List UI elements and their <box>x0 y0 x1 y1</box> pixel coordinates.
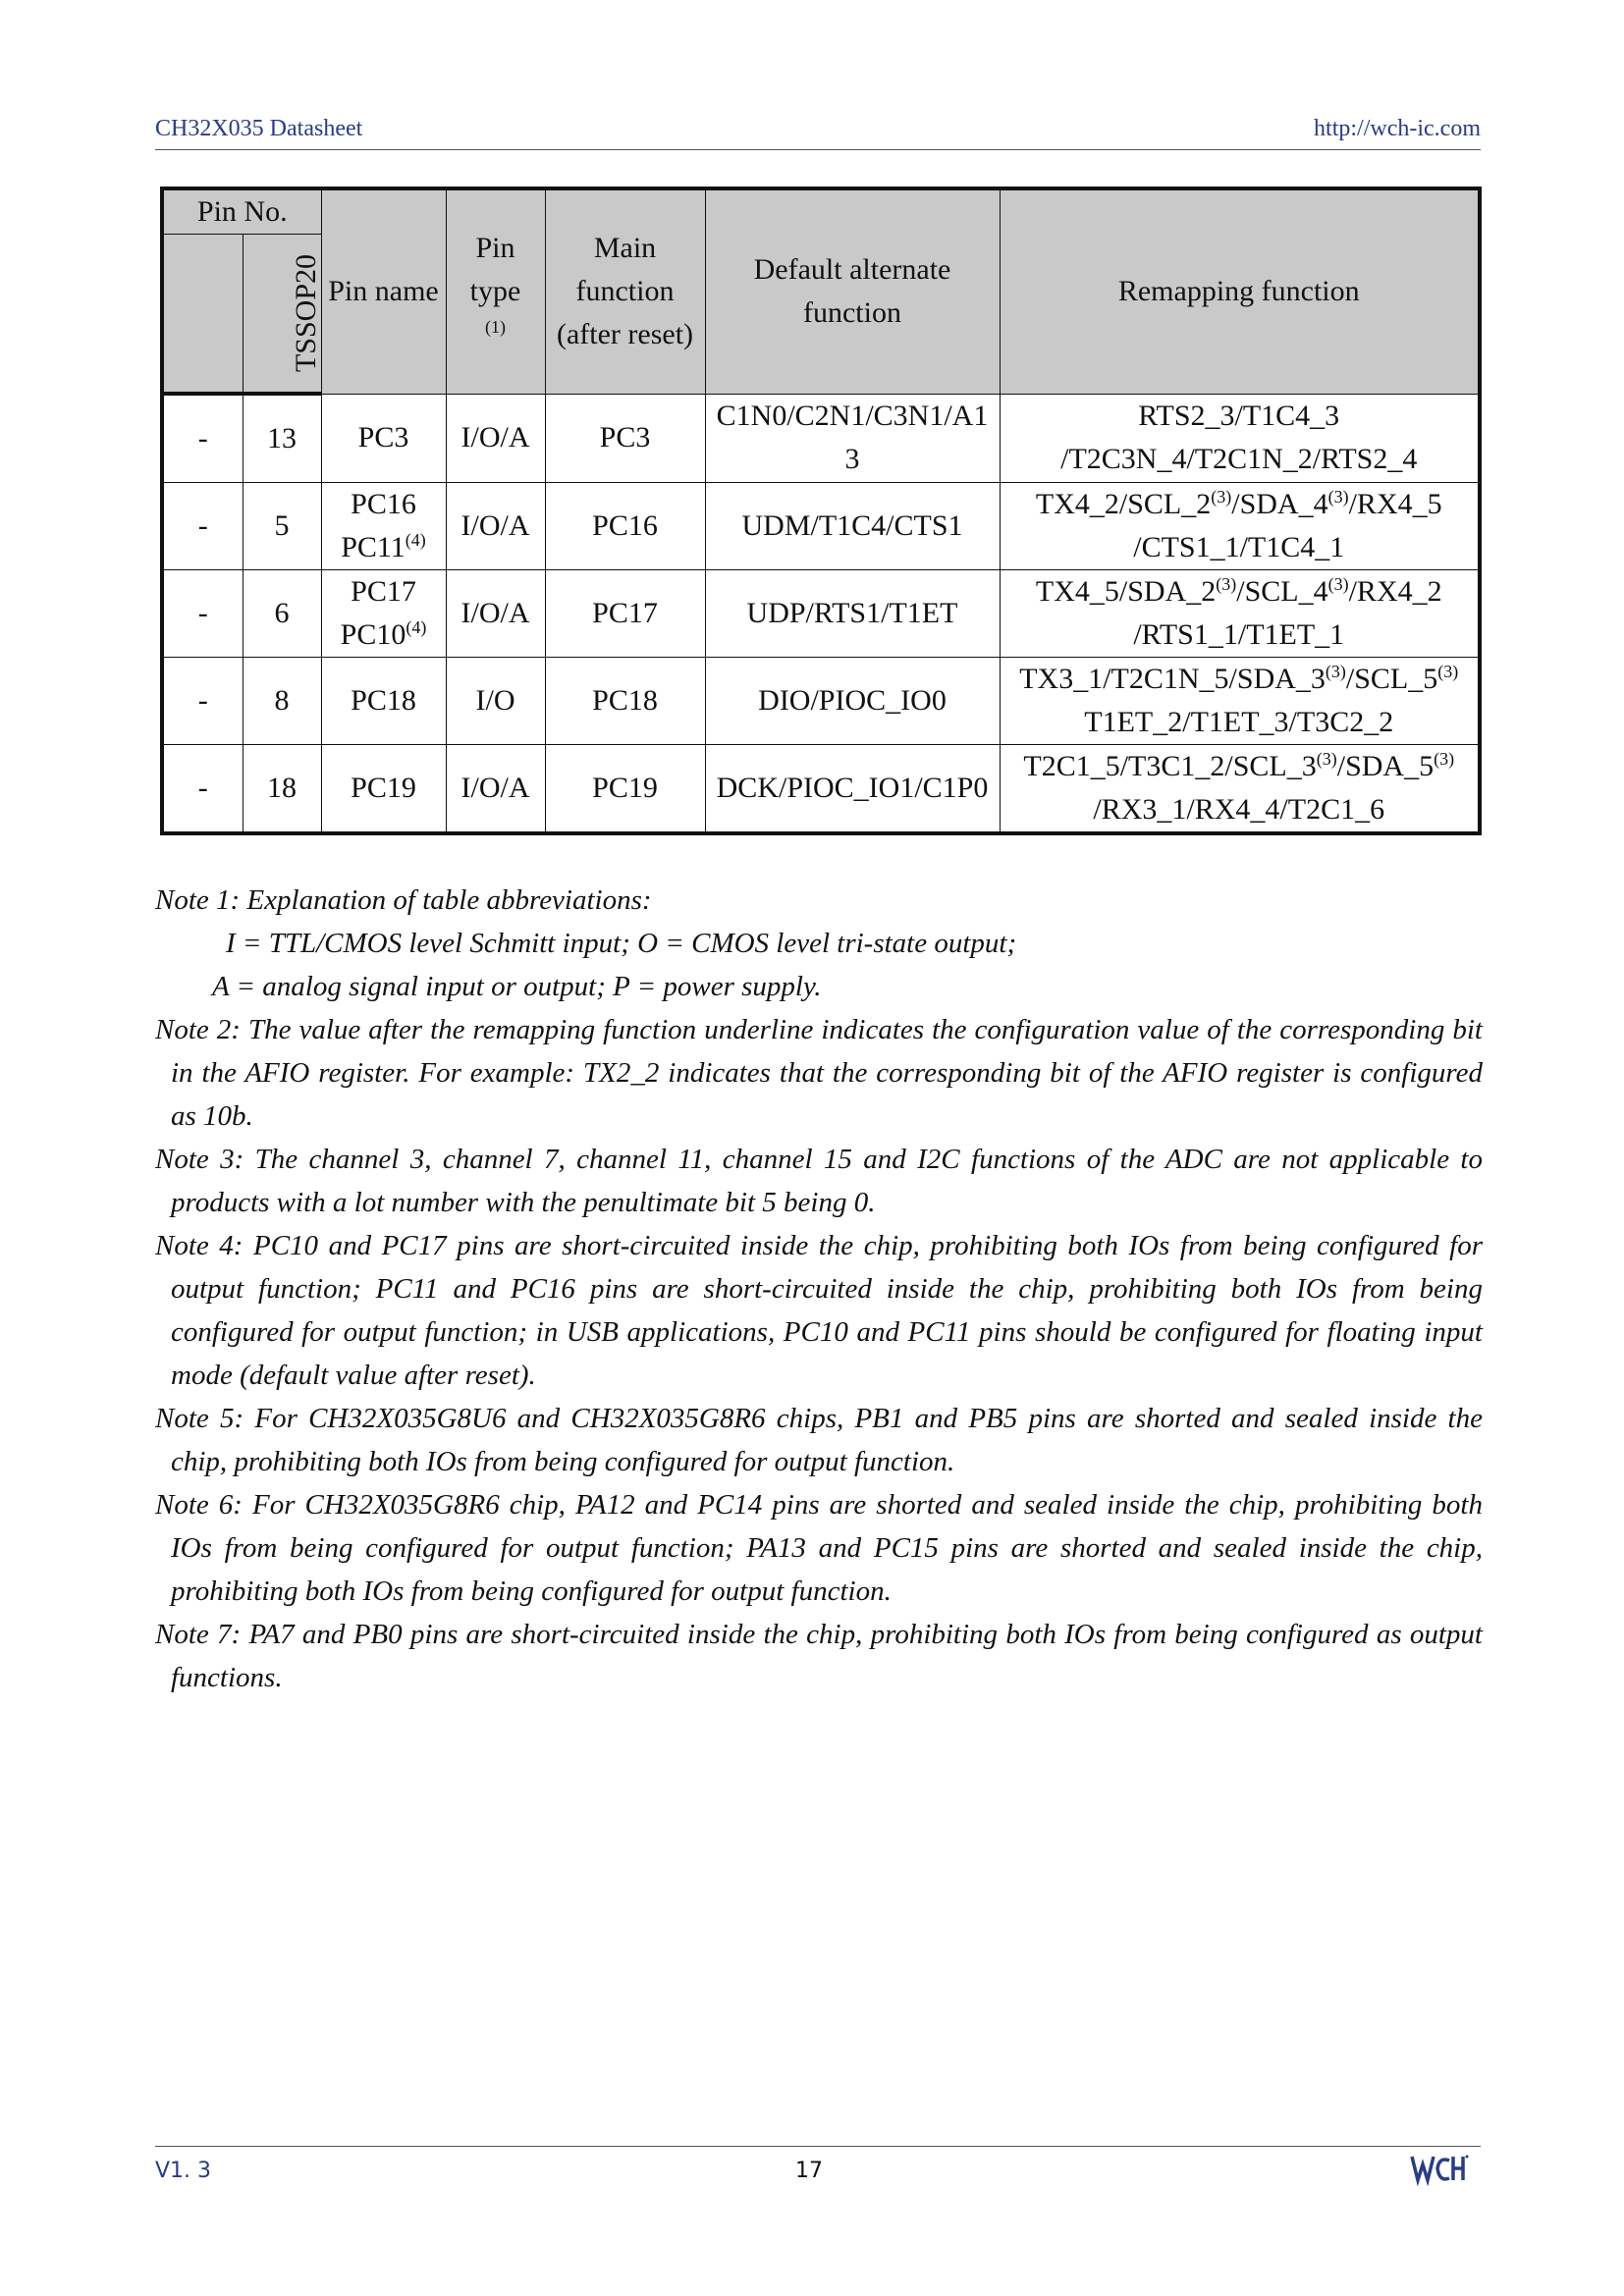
cell-main: PC19 <box>545 745 705 834</box>
wch-logo-icon <box>1410 2153 1469 2186</box>
cell-col0: - <box>162 658 243 745</box>
pin-name-secondary-text: PC11 <box>341 531 406 563</box>
cell-pin-name <box>321 483 446 570</box>
header-main-function: Main function (after reset) <box>545 188 705 394</box>
cell-col0: - <box>162 483 243 570</box>
cell-pin-type: I/O/A <box>446 570 545 658</box>
cell-pin-name: PC3 <box>321 394 446 483</box>
cell-alternate: UDM/T1C4/CTS1 <box>705 483 1000 570</box>
footnote-ref: (1) <box>485 317 506 338</box>
note-5: Note 5: For CH32X035G8U6 and CH32X035G8R6 chips, PB1 and PB5 pins are shorted and sealed inside the chip, prohibiting both IOs from being configured for output function. <box>155 1403 1483 1477</box>
cell-col0: - <box>162 394 243 483</box>
cell-remap: RTS2_3/T1C4_3 /T2C3N_4/T2C1N_2/RTS2_4 <box>1000 394 1480 483</box>
cell-tssop20: 8 <box>243 658 321 745</box>
pin-name-primary: PC17 <box>351 575 416 608</box>
header-default-alternate: Default alternate function <box>705 188 1000 394</box>
header-pin-name: Pin name <box>321 188 446 394</box>
footnote-ref: (4) <box>406 617 427 637</box>
cell-tssop20: 5 <box>243 483 321 570</box>
page-footer <box>155 2146 1481 2186</box>
footnote-ref: (3) <box>1325 662 1346 681</box>
cell-pin-name: PC19 <box>321 745 446 834</box>
table-row <box>162 745 1480 834</box>
note-1-line-a: I = TTL/CMOS level Schmitt input; O = CMOS level tri-state output; <box>226 928 1017 959</box>
page-number: 17 <box>795 2159 823 2183</box>
cell-alternate: C1N0/C2N1/C3N1/A13 <box>705 394 1000 483</box>
footnote-ref: (3) <box>1327 574 1349 594</box>
header-tssop20-label: TSSOP20 <box>289 253 322 373</box>
document-version: V1. 3 <box>155 2159 212 2183</box>
cell-col0: - <box>162 570 243 658</box>
document-title: CH32X035 Datasheet <box>155 116 363 141</box>
cell-alternate: DIO/PIOC_IO0 <box>705 658 1000 745</box>
header-tssop20 <box>243 235 321 395</box>
pin-name-secondary-text: PC10 <box>340 618 406 651</box>
note-3: Note 3: The channel 3, channel 7, channel 11, channel 15 and I2C functions of the ADC are not applicable to products with a lot number with the penultimate bit 5 being 0. <box>155 1144 1483 1218</box>
cell-remap: TX3_1/T2C1N_5/SDA_3$^{(3)}$/SCL_5$^{(3)}$ T1ET_2/T1ET_3/T3C2_2 <box>1000 658 1480 745</box>
website-link[interactable]: http://wch-ic.com <box>1314 116 1481 141</box>
note-4: Note 4: PC10 and PC17 pins are short-circuited inside the chip, prohibiting both IOs from being configured for output function; PC11 and PC16 pins are short-circuited inside the chip, prohibiting both IOs from being configured for output function; in USB applications, PC10 and PC11 pins should be configured for floating input mode (default value after reset). <box>155 1230 1483 1391</box>
table-row <box>162 658 1480 745</box>
footnote-ref: (3) <box>1434 749 1455 769</box>
cell-main: PC16 <box>545 483 705 570</box>
cell-tssop20: 13 <box>243 394 321 483</box>
table-row <box>162 483 1480 570</box>
note-1-line-b: A = analog signal input or output; P = power supply. <box>212 971 822 1002</box>
header-pin-no-blank <box>162 235 243 395</box>
cell-alternate: DCK/PIOC_IO1/C1P0 <box>705 745 1000 834</box>
note-1: Note 1: Explanation of table abbreviations: <box>155 884 652 916</box>
footnote-ref: (3) <box>1327 487 1349 507</box>
notes-section <box>155 879 1483 1699</box>
cell-alternate: UDP/RTS1/T1ET <box>705 570 1000 658</box>
page-header <box>155 110 1481 150</box>
cell-main: PC3 <box>545 394 705 483</box>
cell-main: PC17 <box>545 570 705 658</box>
header-pin-no: Pin No. <box>162 188 321 235</box>
footnote-ref: (3) <box>1211 487 1232 507</box>
cell-pin-name <box>321 570 446 658</box>
table-row <box>162 394 1480 483</box>
pin-name-primary: PC16 <box>351 488 416 520</box>
pin-table <box>160 187 1482 835</box>
footnote-ref: (4) <box>405 530 426 550</box>
cell-main: PC18 <box>545 658 705 745</box>
table-row <box>162 570 1480 658</box>
cell-remap: TX4_2/SCL_2$^{(3)}$/SDA_4$^{(3)}$/RX4_5 /CTS1_1/T1C4_1 <box>1000 483 1480 570</box>
cell-remap: TX4_5/SDA_2$^{(3)}$/SCL_4$^{(3)}$/RX4_2 /RTS1_1/T1ET_1 <box>1000 570 1480 658</box>
cell-tssop20: 18 <box>243 745 321 834</box>
pin-name-secondary <box>326 526 442 569</box>
cell-pin-type: I/O/A <box>446 483 545 570</box>
header-remapping: Remapping function <box>1000 188 1480 394</box>
cell-pin-type: I/O/A <box>446 394 545 483</box>
note-2: Note 2: The value after the remapping function underline indicates the configuration value of the corresponding bit in the AFIO register. For example: TX2_2 indicates that the corresponding bit of the AFIO register is configured as 10b. <box>155 1014 1483 1132</box>
note-7: Note 7: PA7 and PB0 pins are short-circuited inside the chip, prohibiting both IOs from being configured as output functions. <box>155 1619 1483 1693</box>
footnote-ref: (3) <box>1216 574 1237 594</box>
cell-pin-name: PC18 <box>321 658 446 745</box>
footnote-ref: (3) <box>1437 662 1459 681</box>
pin-name-secondary <box>326 614 442 657</box>
footnote-ref: (3) <box>1316 749 1337 769</box>
cell-remap: T2C1_5/T3C1_2/SCL_3$^{(3)}$/SDA_5$^{(3)}$ /RX3_1/RX4_4/T2C1_6 <box>1000 745 1480 834</box>
cell-col0: - <box>162 745 243 834</box>
note-6: Note 6: For CH32X035G8R6 chip, PA12 and PC14 pins are shorted and sealed inside the chip, prohibiting both IOs from being configured for output function; PA13 and PC15 pins are shorted and sealed inside the chip, prohibiting both IOs from being configured for output function. <box>155 1489 1483 1607</box>
cell-pin-type: I/O <box>446 658 545 745</box>
cell-pin-type: I/O/A <box>446 745 545 834</box>
header-pin-type <box>446 188 545 394</box>
header-pin-type-label: Pin type <box>469 232 521 308</box>
cell-tssop20: 6 <box>243 570 321 658</box>
